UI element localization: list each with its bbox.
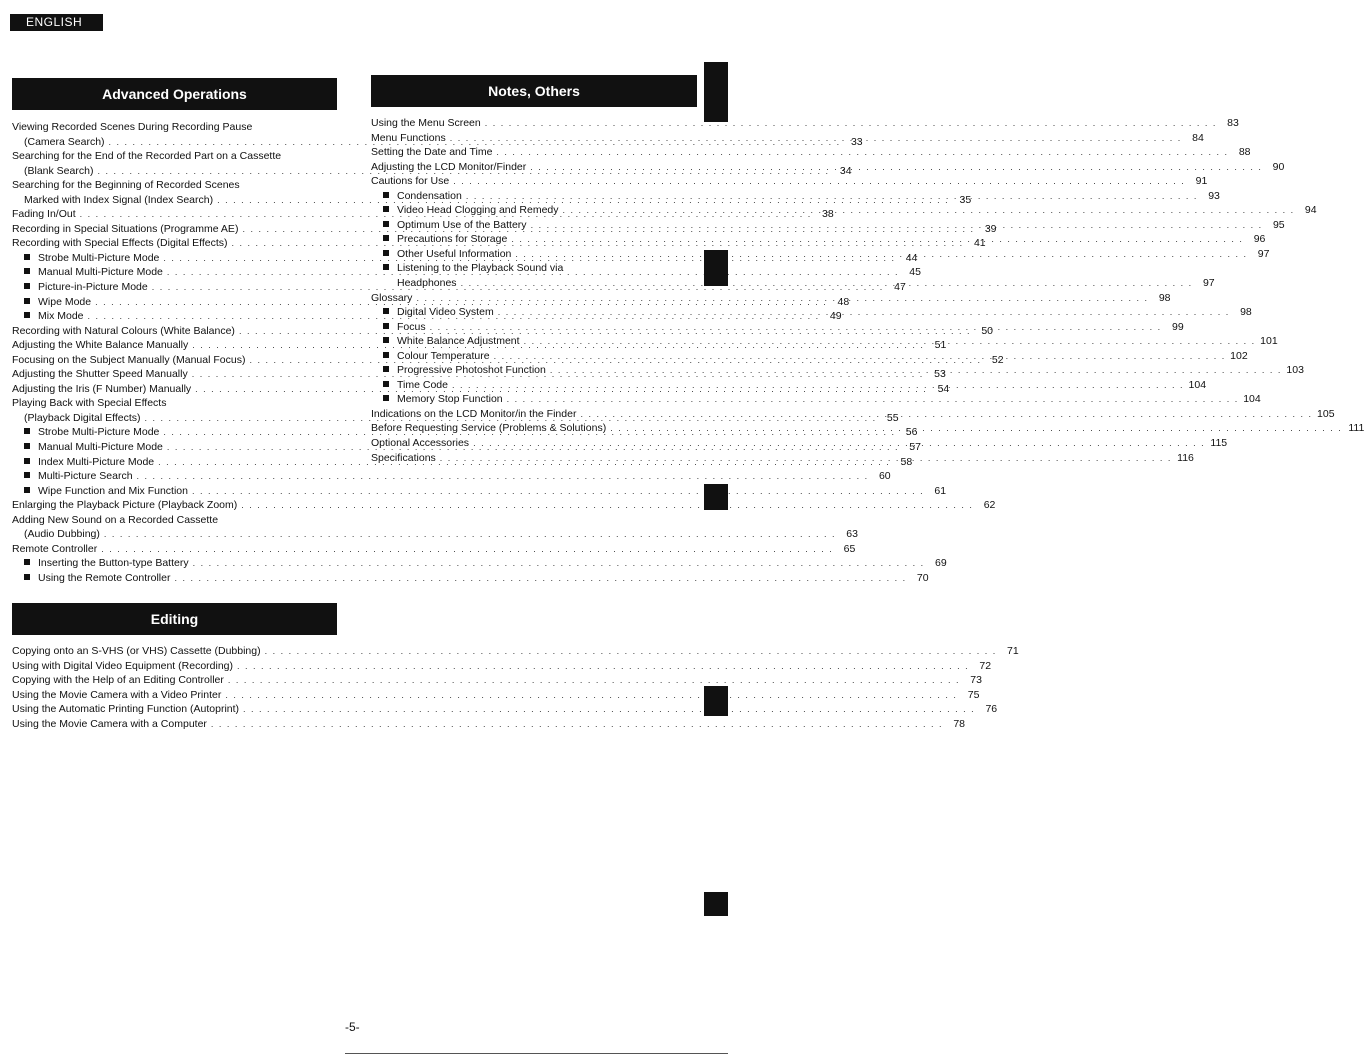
toc-entry-page: 50 (981, 324, 994, 337)
toc-entry (12, 674, 982, 689)
toc-entry-title: Using the Movie Camera with a Computer (12, 717, 207, 730)
toc-leader-dots (453, 176, 1185, 186)
toc-entry-page: 58 (900, 455, 913, 468)
toc-entry-page: 35 (959, 193, 972, 206)
side-tab-mark-4 (704, 686, 728, 716)
toc-leader-dots (563, 205, 1295, 215)
toc-entry-title: Adjusting the Iris (F Number) Manually (12, 382, 192, 395)
toc-leader-dots (450, 133, 1182, 143)
toc-entry-title: Wipe Mode (12, 296, 91, 308)
toc-entry-page: 103 (1286, 364, 1304, 377)
toc-entry-page: 78 (953, 717, 966, 730)
toc-entry-page: 99 (1172, 320, 1184, 333)
toc-leader-dots (452, 380, 1184, 390)
toc-entry-page: 72 (979, 659, 992, 672)
toc-entry (12, 499, 996, 514)
toc-leader-dots (496, 147, 1228, 157)
toc-entry-title: Before Requesting Service (Problems & Solutions) (371, 422, 607, 435)
toc-entry-page: 115 (1210, 437, 1228, 450)
toc-entry (12, 528, 858, 543)
toc-leader-dots (174, 573, 906, 583)
toc-entry-page: 33 (850, 135, 863, 148)
toc-entry (12, 703, 998, 718)
toc-editing (12, 645, 1019, 732)
toc-entry-title: Using with Digital Video Equipment (Recording) (12, 659, 233, 672)
toc-entry-page: 111 (1348, 422, 1364, 435)
toc-leader-dots (466, 191, 1198, 201)
toc-entry-page: 65 (843, 542, 856, 555)
toc-entry-title: Marked with Index Signal (Index Search) (24, 193, 214, 206)
page-number: -5- (345, 1020, 360, 1034)
toc-entry-page: 91 (1195, 175, 1208, 188)
toc-entry-title: Viewing Recorded Scenes During Recording Pause (12, 121, 253, 133)
toc-entry-page: 97 (1202, 277, 1215, 290)
toc-entry-title: Optional Accessories (371, 437, 470, 450)
toc-entry (371, 393, 1261, 408)
side-tab-mark-1 (704, 62, 728, 122)
toc-entry (12, 542, 856, 558)
toc-entry-title: Optimum Use of the Battery (371, 219, 527, 231)
toc-entry-page: 88 (1238, 146, 1251, 159)
toc-leader-dots (530, 162, 1262, 172)
toc-leader-dots (494, 351, 1226, 361)
toc-entry-page: 45 (909, 266, 921, 279)
toc-entry-page: 62 (983, 499, 996, 512)
toc-entry-title: (Playback Digital Effects) (24, 411, 141, 424)
toc-entry-title: Digital Video System (371, 306, 494, 318)
toc-leader-dots (193, 558, 925, 568)
toc-entry-title: Recording in Special Situations (Programme AE) (12, 222, 239, 235)
toc-entry (12, 557, 947, 572)
toc-leader-dots (498, 307, 1230, 317)
toc-entry-page: 51 (934, 339, 947, 352)
toc-entry-title: Progressive Photoshot Function (371, 364, 546, 376)
toc-leader-dots (507, 394, 1239, 404)
toc-entry-title: Fading In/Out (12, 208, 76, 221)
toc-entry (12, 659, 992, 675)
toc-entry-page: 104 (1243, 393, 1261, 406)
side-tab-mark-2 (704, 250, 728, 286)
toc-leader-dots (225, 690, 957, 700)
toc-entry-page: 55 (886, 411, 899, 424)
toc-leader-dots (610, 423, 1342, 433)
toc-entry-title: Recording with Natural Colours (White Balance) (12, 324, 235, 337)
toc-entry (371, 146, 1251, 161)
toc-leader-dots (416, 293, 1148, 303)
toc-entry-title: Glossary (371, 291, 413, 304)
toc-entry-title: Strobe Multi-Picture Mode (12, 252, 159, 264)
toc-entry-title: Searching for the End of the Recorded Part on a Cassette (12, 150, 282, 163)
toc-entry-page: 38 (822, 208, 834, 221)
toc-entry-title: Time Code (371, 379, 448, 391)
section-header-notes: Notes, Others (371, 75, 697, 107)
toc-entry (12, 688, 980, 704)
toc-leader-dots (524, 336, 1256, 346)
toc-entry-title: (Camera Search) (24, 135, 105, 148)
toc-entry-page: 70 (916, 571, 929, 584)
toc-entry (12, 717, 966, 733)
toc-entry-title: Copying onto an S-VHS (or VHS) Cassette (Dubbing) (12, 645, 261, 657)
toc-entry-title: Adjusting the White Balance Manually (12, 339, 189, 352)
toc-entry-page: 34 (839, 164, 852, 177)
toc-entry-title: Precautions for Storage (371, 233, 507, 245)
toc-entry (12, 121, 337, 136)
toc-entry (12, 150, 337, 165)
toc-entry-title: Enlarging the Playback Picture (Playback Zoom) (12, 499, 238, 512)
toc-entry-title: Using the Automatic Printing Function (Autoprint) (12, 703, 240, 716)
section-header-advanced: Advanced Operations (12, 78, 337, 110)
toc-entry-title: Focusing on the Subject Manually (Manual Focus) (12, 353, 246, 366)
toc-leader-dots (265, 646, 997, 656)
toc-leader-dots (550, 365, 1282, 375)
toc-leader-dots (237, 661, 969, 671)
toc-entry-page: 94 (1304, 204, 1317, 217)
toc-entry-page: 101 (1260, 335, 1278, 348)
toc-entry-page: 97 (1257, 247, 1270, 260)
toc-leader-dots (580, 409, 1312, 419)
toc-entry-page: 39 (984, 222, 997, 235)
toc-entry-title: Focus (371, 321, 426, 333)
toc-entry-page: 41 (973, 237, 986, 250)
toc-entry-page: 98 (1158, 291, 1171, 304)
toc-entry-page: 47 (894, 281, 906, 294)
toc-entry-title: Indications on the LCD Monitor/in the Finder (371, 407, 577, 420)
toc-entry (12, 179, 337, 194)
toc-leader-dots (192, 486, 924, 496)
toc-entry (371, 117, 1239, 132)
toc-leader-dots (137, 471, 869, 481)
toc-entry-page: 84 (1192, 131, 1204, 144)
toc-entry-page: 63 (846, 528, 858, 541)
toc-entry-title: Searching for the Beginning of Recorded Scenes (12, 179, 240, 192)
toc-leader-dots (515, 249, 1247, 259)
toc-leader-dots (440, 453, 1172, 463)
toc-entry-title: Mix Mode (12, 310, 84, 322)
toc-entry-title: Adjusting the Shutter Speed Manually (12, 368, 188, 381)
toc-entry (12, 571, 929, 587)
toc-entry (12, 645, 1019, 660)
toc-entry-title: Recording with Special Effects (Digital Effects) (12, 237, 228, 250)
toc-entry (12, 514, 337, 529)
toc-entry-title: Using the Remote Controller (12, 572, 170, 584)
toc-entry-page: 73 (970, 674, 982, 687)
toc-leader-dots (228, 675, 960, 685)
toc-entry-title: White Balance Adjustment (371, 335, 520, 347)
toc-entry-page: 98 (1240, 306, 1252, 319)
toc-entry-page: 69 (935, 557, 947, 570)
toc-entry-page: 95 (1272, 218, 1285, 231)
toc-entry-page: 56 (905, 426, 918, 439)
toc-entry-title: Menu Functions (371, 131, 446, 144)
toc-entry-title: Other Useful Information (371, 248, 511, 260)
toc-leader-dots (101, 544, 833, 554)
toc-entry-title: Index Multi-Picture Mode (12, 456, 154, 468)
side-tab-mark-5 (704, 892, 728, 916)
toc-entry-title: (Blank Search) (24, 164, 94, 177)
toc-entry-page: 83 (1227, 117, 1239, 129)
toc-entry-page: 102 (1230, 349, 1248, 362)
toc-entry-title: Condensation (371, 190, 462, 202)
toc-entry-title: Picture-in-Picture Mode (12, 281, 148, 293)
toc-entry-title: Wipe Function and Mix Function (12, 485, 188, 497)
toc-entry-title: Adjusting the LCD Monitor/Finder (371, 160, 527, 173)
toc-entry-title: Memory Stop Function (371, 393, 503, 405)
toc-entry-page: 93 (1208, 189, 1220, 202)
toc-leader-dots (531, 220, 1263, 230)
toc-entry-title: Using the Movie Camera with a Video Printer (12, 688, 222, 701)
toc-entry-page: 96 (1253, 233, 1266, 246)
toc-entry-title: Manual Multi-Picture Mode (12, 441, 163, 453)
toc-entry-title: Inserting the Button-type Battery (12, 557, 189, 569)
toc-entry (371, 175, 1208, 190)
section-header-editing: Editing (12, 603, 337, 635)
toc-entry-page: 105 (1317, 407, 1335, 420)
toc-entry-title: Remote Controller (12, 542, 98, 555)
toc-entry-page: 48 (837, 295, 850, 308)
toc-entry-page: 116 (1177, 451, 1194, 464)
toc-entry (12, 397, 337, 412)
toc-entry-page: 104 (1188, 378, 1207, 391)
toc-entry-page: 53 (934, 368, 946, 381)
toc-entry-title: Video Head Clogging and Remedy (371, 204, 559, 216)
toc-entry-page: 60 (878, 470, 891, 483)
side-tab-mark-3 (704, 484, 728, 510)
toc-leader-dots (241, 500, 973, 510)
toc-leader-dots (211, 719, 943, 729)
toc-entry-title: Colour Temperature (371, 350, 490, 362)
toc-entry-page: 57 (909, 441, 921, 454)
toc-entry-title: Strobe Multi-Picture Mode (12, 426, 159, 438)
toc-entry-page: 44 (905, 251, 918, 264)
toc-entry-title: Adding New Sound on a Recorded Cassette (12, 513, 219, 526)
toc-entry-page: 49 (829, 310, 842, 323)
language-tab: ENGLISH (10, 14, 103, 31)
bottom-rule (345, 1053, 728, 1054)
toc-entry-page: 71 (1007, 645, 1019, 657)
toc-leader-dots (461, 278, 1193, 288)
toc-entry-page: 54 (937, 382, 950, 395)
toc-entry-page: 76 (985, 703, 998, 716)
toc-entry-title: Specifications (371, 451, 436, 464)
toc-entry (371, 262, 697, 277)
toc-leader-dots (104, 529, 836, 539)
toc-entry-title: Cautions for Use (371, 175, 450, 188)
toc-entry-title: (Audio Dubbing) (24, 528, 100, 541)
toc-leader-dots (430, 322, 1162, 332)
toc-leader-dots (485, 118, 1217, 128)
toc-entry (12, 484, 947, 500)
toc-entry-title: Setting the Date and Time (371, 146, 493, 159)
toc-leader-dots (243, 704, 975, 714)
toc-entry-title: Headphones (397, 277, 457, 290)
toc-entry-page: 61 (934, 484, 947, 497)
toc-entry-title: Manual Multi-Picture Mode (12, 266, 163, 278)
toc-entry-title: Copying with the Help of an Editing Controller (12, 674, 224, 687)
toc-entry (12, 470, 891, 485)
toc-leader-dots (473, 438, 1205, 448)
toc-entry-title: Listening to the Playback Sound via (371, 262, 563, 274)
toc-entry-page: 75 (967, 688, 980, 701)
toc-entry-page: 52 (991, 353, 1004, 366)
toc-entry-title: Playing Back with Special Effects (12, 397, 167, 410)
toc-entry-title: Multi-Picture Search (12, 470, 133, 482)
toc-entry-title: Using the Menu Screen (371, 117, 481, 129)
toc-entry-page: 90 (1272, 160, 1285, 173)
toc-leader-dots (511, 234, 1243, 244)
